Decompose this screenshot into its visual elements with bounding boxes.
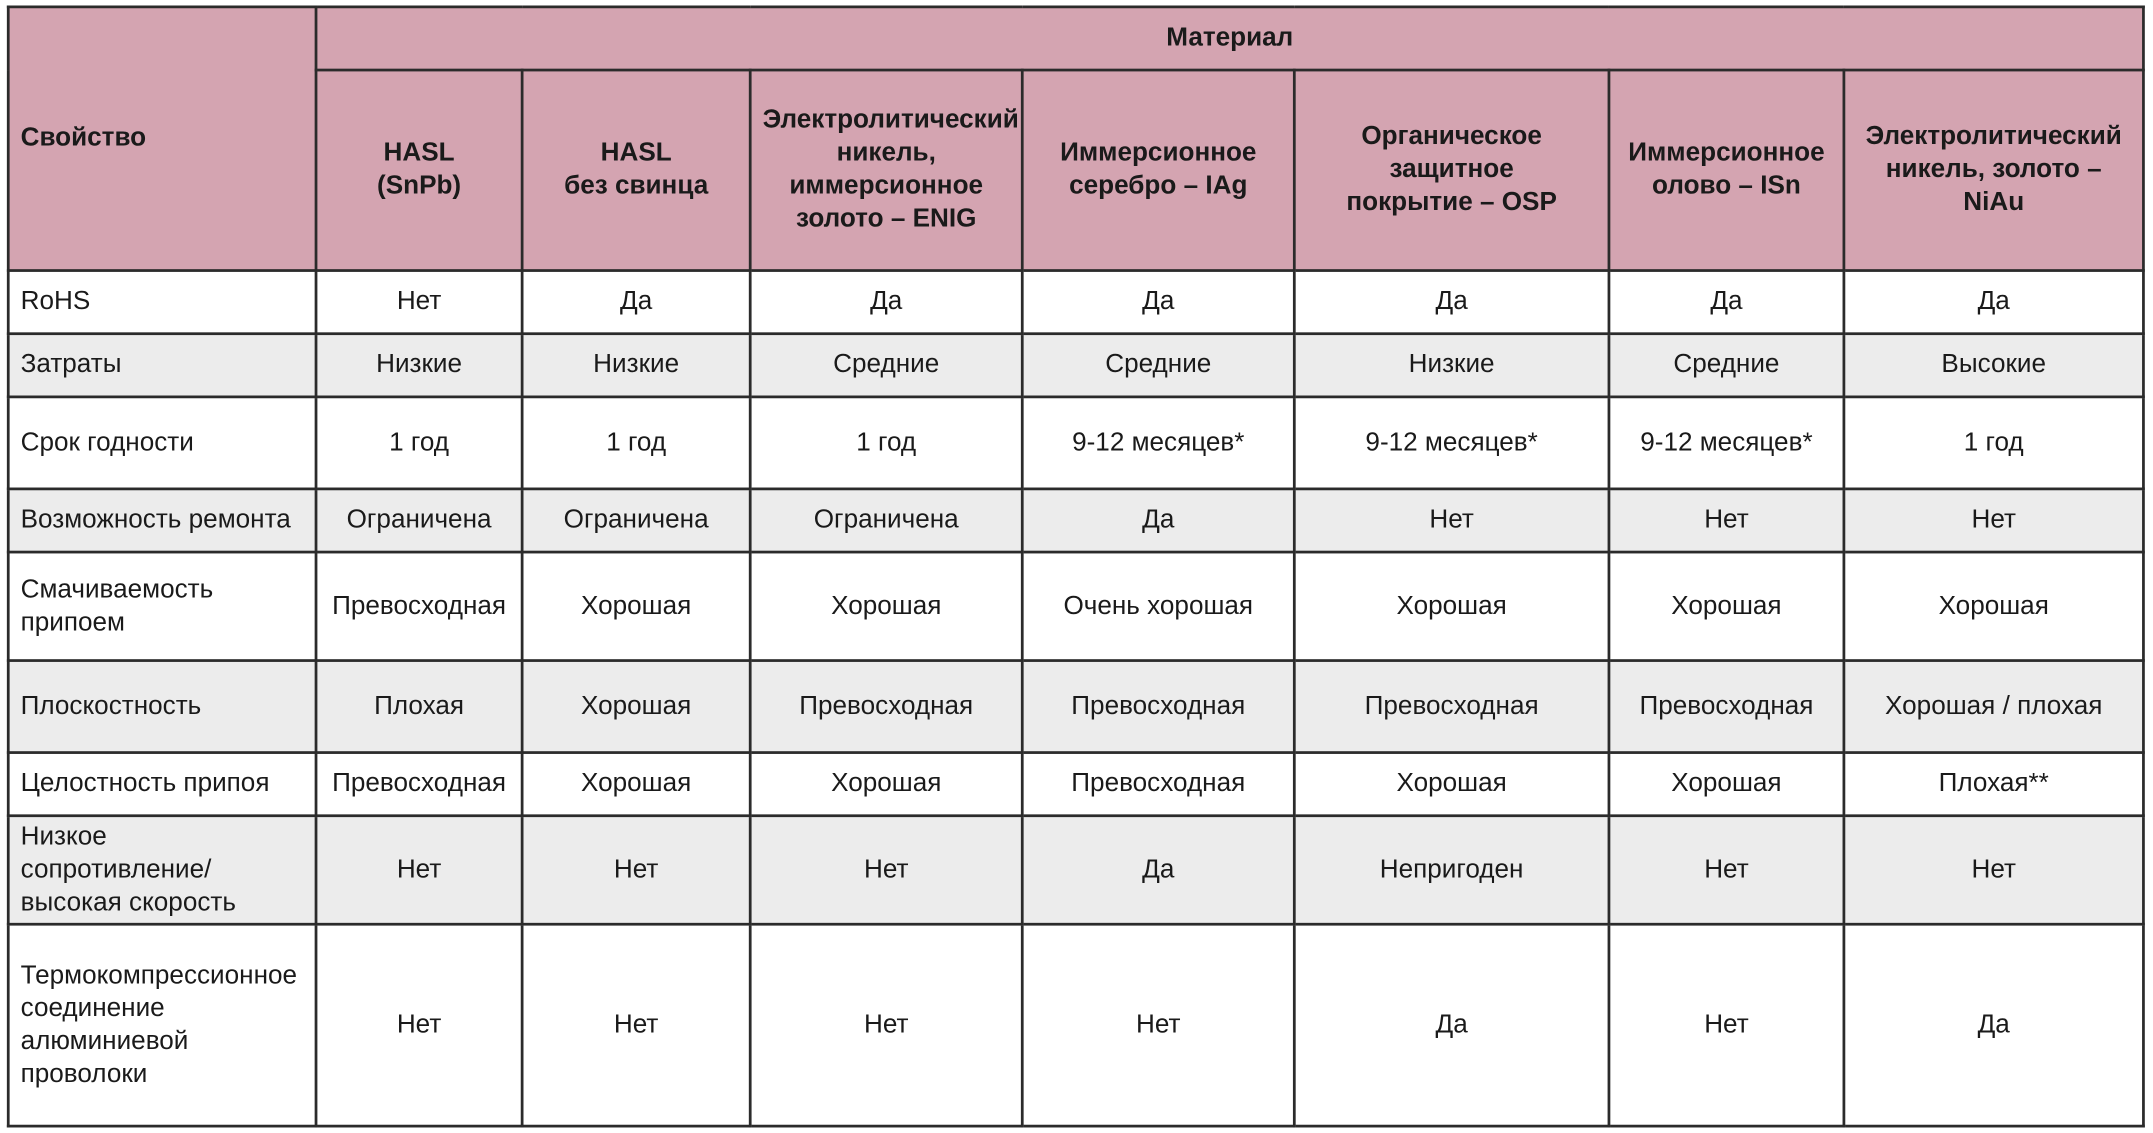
row-label-line: Целостность припоя — [20, 769, 270, 798]
table-cell: Превосходная — [1022, 753, 1294, 816]
material-header-line: без свинца — [564, 171, 709, 201]
table-cell: Непригоден — [1294, 816, 1609, 924]
table-row — [8, 489, 2143, 552]
table-cell: Средние — [1022, 334, 1294, 397]
row-label-line: Плоскостность — [20, 691, 202, 721]
table-cell: Нет — [316, 816, 522, 924]
table-cell: Ограничена — [750, 489, 1022, 552]
table-cell: Да — [1294, 924, 1609, 1126]
table-row — [8, 661, 2143, 753]
table-row — [8, 753, 2143, 816]
table-cell: Нет — [750, 924, 1022, 1126]
material-header-5 — [1294, 70, 1609, 271]
material-header-line: HASL — [383, 138, 455, 168]
table-row — [8, 552, 2143, 660]
material-header-line: олово – ISn — [1652, 171, 1801, 201]
material-header-2 — [522, 70, 750, 271]
row-label — [8, 924, 316, 1126]
row-label-line: Смачиваемость — [20, 574, 214, 604]
table-cell: Нет — [1294, 489, 1609, 552]
table-cell: 9-12 месяцев* — [1294, 397, 1609, 489]
table-cell: Хорошая — [750, 753, 1022, 816]
table-cell: Превосходная — [1609, 661, 1844, 753]
table-cell: Нет — [522, 816, 750, 924]
material-header-line: (SnPb) — [377, 171, 462, 201]
table-cell: Хорошая — [1609, 552, 1844, 660]
table-cell: Ограничена — [522, 489, 750, 552]
comparison-table — [7, 5, 2145, 1127]
table-row — [8, 924, 2143, 1126]
material-header-row — [8, 70, 2143, 271]
row-label-line: припоем — [20, 607, 125, 637]
material-header-4 — [1022, 70, 1294, 271]
table-row — [8, 397, 2143, 489]
material-header-line: иммерсионное — [789, 171, 984, 201]
table-cell: Да — [1022, 489, 1294, 552]
material-group-header: Материал — [316, 7, 2144, 70]
row-label-line: Затраты — [20, 350, 122, 380]
row-label — [8, 489, 316, 552]
table-cell: 1 год — [316, 397, 522, 489]
table-cell: Превосходная — [750, 661, 1022, 753]
table-cell: Хорошая — [1844, 552, 2144, 660]
table-cell: Нет — [1609, 924, 1844, 1126]
row-label — [8, 271, 316, 334]
table-cell: Хорошая — [1294, 552, 1609, 660]
row-label — [8, 661, 316, 753]
table-cell: Да — [1844, 924, 2144, 1126]
table-cell: Ограничена — [316, 489, 522, 552]
table-cell: Нет — [1022, 924, 1294, 1126]
table-cell: Да — [522, 271, 750, 334]
table-row — [8, 334, 2143, 397]
table-cell: Превосходная — [1022, 661, 1294, 753]
table-cell: Да — [1022, 816, 1294, 924]
table-cell: Превосходная — [316, 552, 522, 660]
table-cell: Плохая — [316, 661, 522, 753]
table-cell: Плохая** — [1844, 753, 2144, 816]
table-cell: Нет — [316, 924, 522, 1126]
table-cell: Нет — [1844, 816, 2144, 924]
table-cell: Нет — [1844, 489, 2144, 552]
table-cell: Низкие — [316, 334, 522, 397]
material-header-line: HASL — [600, 138, 672, 168]
row-label — [8, 334, 316, 397]
material-header-line: покрытие – OSP — [1346, 188, 1557, 217]
table-cell: Нет — [316, 271, 522, 334]
row-label-line: соединение — [20, 993, 165, 1023]
material-header-line: Органическое защитное — [1361, 122, 1542, 185]
row-label — [8, 753, 316, 816]
table-cell: Хорошая — [1609, 753, 1844, 816]
row-label-line: Низкое сопротивление/ — [20, 821, 212, 884]
material-header-line: Иммерсионное — [1628, 138, 1825, 168]
material-header-line: никель, золото – NiAu — [1885, 155, 2102, 217]
table-cell: Да — [1844, 271, 2144, 334]
table-cell: Средние — [1609, 334, 1844, 397]
material-header-7 — [1844, 70, 2144, 271]
table-cell: Превосходная — [1294, 661, 1609, 753]
table-row — [8, 271, 2143, 334]
row-label — [8, 552, 316, 660]
table-cell: Хорошая — [522, 661, 750, 753]
table-cell: Очень хорошая — [1022, 552, 1294, 660]
table-cell: Хорошая — [1294, 753, 1609, 816]
row-label — [8, 816, 316, 924]
row-label-line: Возможность ремонта — [20, 505, 291, 535]
table-cell: Хорошая — [522, 753, 750, 816]
table-cell: Да — [1022, 271, 1294, 334]
row-label — [8, 397, 316, 489]
table-cell: Нет — [1609, 816, 1844, 924]
material-header-1 — [316, 70, 522, 271]
material-header-line: Иммерсионное — [1060, 138, 1257, 168]
table-cell: Нет — [1609, 489, 1844, 552]
table-cell: Низкие — [522, 334, 750, 397]
table-cell: Хорошая — [522, 552, 750, 660]
row-label-line: проволоки — [20, 1059, 148, 1089]
material-header-line: серебро – IAg — [1069, 171, 1248, 201]
table-body — [8, 271, 2143, 1127]
material-header-line: золото – ENIG — [796, 204, 977, 234]
row-label-line: RoHS — [20, 287, 91, 316]
table-cell: 9-12 месяцев* — [1022, 397, 1294, 489]
table-cell: 1 год — [1844, 397, 2144, 489]
property-header: Свойство — [8, 7, 316, 271]
material-header-line: Электролитический — [762, 105, 1019, 135]
table-cell: Средние — [750, 334, 1022, 397]
table-cell: 9-12 месяцев* — [1609, 397, 1844, 489]
table-cell: Хорошая / плохая — [1844, 661, 2144, 753]
table-cell: Хорошая — [750, 552, 1022, 660]
table-cell: Нет — [750, 816, 1022, 924]
table-cell: Да — [1294, 271, 1609, 334]
table-cell: Низкие — [1294, 334, 1609, 397]
table-cell: Да — [750, 271, 1022, 334]
table-cell: 1 год — [522, 397, 750, 489]
material-header-line: никель, — [836, 138, 936, 168]
material-header-6 — [1609, 70, 1844, 271]
row-label-line: алюминиевой — [20, 1026, 189, 1056]
table-cell: Да — [1609, 271, 1844, 334]
table-cell: Нет — [522, 924, 750, 1126]
material-header-line: Электролитический — [1865, 122, 2122, 152]
table-cell: Превосходная — [316, 753, 522, 816]
table-row — [8, 816, 2143, 924]
table-cell: Высокие — [1844, 334, 2144, 397]
row-label-line: высокая скорость — [20, 887, 236, 917]
table-cell: 1 год — [750, 397, 1022, 489]
material-header-3 — [750, 70, 1022, 271]
row-label-line: Срок годности — [20, 427, 194, 457]
row-label-line: Термокомпрессионное — [20, 960, 298, 990]
